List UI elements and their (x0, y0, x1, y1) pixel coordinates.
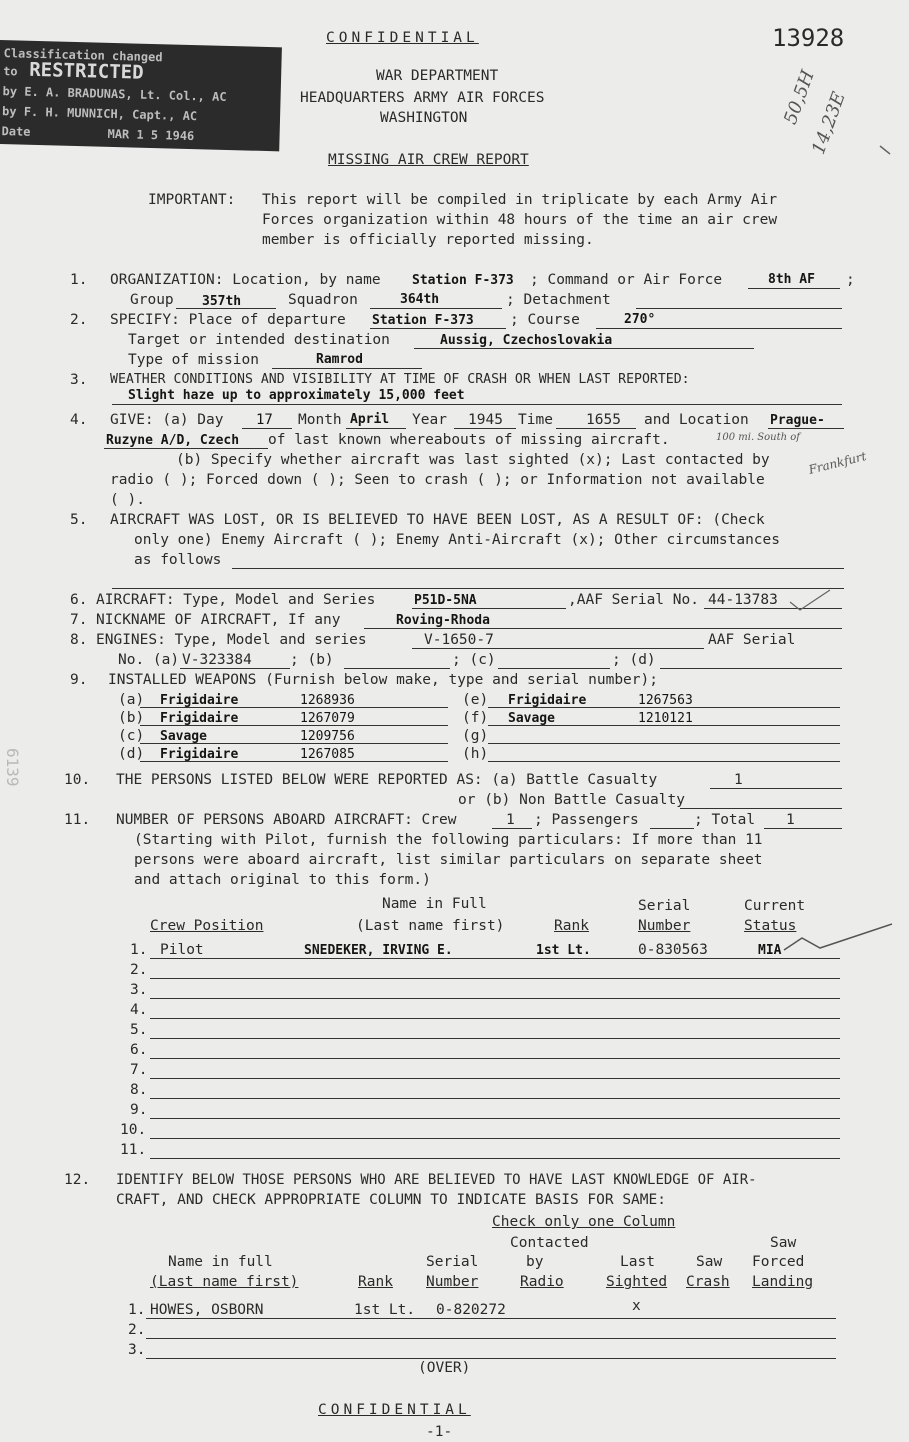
command-label: ; Command or Air Force (530, 272, 723, 288)
witness-name: HOWES, OSBORN (150, 1302, 264, 1318)
engines-label: ENGINES: Type, Model and series (96, 632, 367, 648)
witness-header-serial-2: Number (426, 1274, 479, 1290)
target-line (414, 348, 754, 349)
aircraft-model-line (412, 608, 566, 609)
crew-rank: 1st Lt. (536, 943, 591, 958)
stamp-to-label: to (3, 64, 18, 79)
weapon-make: Frigidaire (160, 747, 239, 762)
handwritten-code-1: 50,5H (780, 67, 819, 128)
witness-header-forced-1: Saw (770, 1235, 797, 1251)
weapon-serial: 1268936 (300, 693, 355, 708)
last-known-text: of last known whereabouts of missing aircraft. (268, 432, 670, 448)
departure-value: Station F-373 (372, 313, 474, 328)
item-9-number: 9. (70, 672, 88, 688)
item-12-number: 12. (64, 1172, 91, 1188)
crew-row-number: 5. (130, 1022, 148, 1038)
stamp-restricted: RESTRICTED (28, 58, 144, 84)
item-4-number: 4. (70, 412, 88, 428)
witness-rank: 1st Lt. (354, 1302, 416, 1318)
crew-header-name-1: Name in Full (382, 896, 487, 912)
declassification-stamp (0, 40, 282, 151)
witness-last-sighted-mark: x (632, 1298, 641, 1314)
engine-b-line (344, 668, 450, 669)
over-note: (OVER) (418, 1360, 471, 1376)
organization-label: ORGANIZATION: Location, by name (110, 272, 381, 288)
battle-casualty-value: 1 (734, 772, 743, 788)
command-line (748, 288, 840, 289)
engine-no-label: No. (a) (118, 652, 180, 668)
page-number: -1- (426, 1424, 453, 1440)
course-label: ; Course (510, 312, 580, 328)
weapon-make: Frigidaire (160, 693, 239, 708)
command-value: 8th AF (768, 272, 815, 287)
specify-label: SPECIFY: Place of departure (110, 312, 346, 328)
witness-row-number: 1. (128, 1302, 146, 1318)
location-value-2: Ruzyne A/D, Czech (106, 433, 240, 448)
time-value: 1655 (586, 412, 621, 428)
month-line (346, 428, 406, 429)
witness-row-number: 2. (128, 1322, 146, 1338)
important-line-3: member is officially reported missing. (262, 232, 594, 248)
total-value: 1 (786, 812, 795, 828)
squadron-value: 364th (400, 292, 440, 307)
crew-row-number: 6. (130, 1042, 148, 1058)
crew-row-line (150, 978, 840, 979)
weapon-line (488, 761, 840, 762)
crew-serial: 0-830563 (638, 942, 708, 958)
detachment-line (636, 308, 842, 309)
important-line-1: This report will be compiled in triplicate by each Army Air (262, 192, 778, 208)
squadron-line (370, 308, 502, 309)
item-12-line-2: CRAFT, AND CHECK APPROPRIATE COLUMN TO INDICATE BASIS FOR SAME: (116, 1192, 666, 1208)
handwritten-note-frankfurt: Frankfurt (807, 449, 868, 477)
circumstances-line-1 (232, 568, 844, 569)
crew-header-serial-1: Serial (638, 898, 691, 914)
important-label: IMPORTANT: (148, 192, 236, 208)
crew-status: MIA (758, 943, 782, 958)
target-label: Target or intended destination (128, 332, 390, 348)
witness-header-name-2: (Last name first) (150, 1274, 299, 1290)
crew-row-line (150, 1018, 840, 1019)
course-value: 270° (624, 312, 656, 327)
item-4d-line: ( ). (110, 492, 145, 508)
item-5-line-1: AIRCRAFT WAS LOST, OR IS BELIEVED TO HAVE BEEN LOST, AS A RESULT OF: (Check (110, 512, 765, 528)
item-11-line-4: and attach original to this form.) (134, 872, 431, 888)
witness-header-saw-2: Crash (686, 1274, 730, 1290)
location-label: and Location (644, 412, 749, 428)
crew-row-line (150, 1138, 840, 1139)
weapon-letter: (f) (462, 710, 489, 726)
weapon-make: Frigidaire (508, 693, 587, 708)
non-battle-label: or (b) Non Battle Casualty (458, 792, 685, 808)
detachment-label: ; Detachment (506, 292, 611, 308)
engine-a-value: V-323384 (182, 652, 252, 668)
crew-header-rank: Rank (554, 918, 589, 934)
item-8-number: 8. (70, 632, 88, 648)
target-value: Aussig, Czechoslovakia (440, 333, 613, 348)
item-4c-line: radio ( ); Forced down ( ); Seen to crash ( ); or Information not available (110, 472, 765, 488)
witness-row-line (146, 1318, 836, 1319)
weapon-letter: (e) (462, 692, 489, 708)
weather-label: WEATHER CONDITIONS AND VISIBILITY AT TIME OF CRASH OR WHEN LAST REPORTED: (110, 372, 690, 387)
handwritten-code-2: 14,23E (808, 89, 850, 158)
item-11-line-3: persons were aboard aircraft, list similar particulars on separate sheet (134, 852, 763, 868)
crew-count: 1 (506, 812, 515, 828)
stamp-line-4: by F. H. MUNNICH, Capt., AC (1, 104, 198, 124)
crew-row-number: 8. (130, 1082, 148, 1098)
checkmark-icon (786, 586, 836, 616)
weapon-line (488, 743, 840, 744)
handwritten-note-location: 100 mi. South of (716, 432, 800, 443)
crew-row-line (150, 1158, 840, 1159)
total-line (764, 828, 842, 829)
engine-d-label: ; (d) (612, 652, 656, 668)
weapon-letter: (h) (462, 746, 489, 762)
time-label: Time (518, 412, 553, 428)
crew-header-status-2: Status (744, 918, 797, 934)
crew-header-name-2: (Last name first) (356, 918, 505, 934)
item-11-line-2: (Starting with Pilot, furnish the following particulars: If more than 11 (134, 832, 763, 848)
witness-header-contacted-2: by (526, 1254, 544, 1270)
weapon-serial: 1267085 (300, 747, 355, 762)
group-value: 357th (202, 294, 242, 309)
engine-serial-label: AAF Serial (708, 632, 796, 648)
witness-row-line (146, 1358, 836, 1359)
crew-header-status-1: Current (744, 898, 806, 914)
circumstances-line-2 (112, 588, 844, 589)
mission-value: Ramrod (316, 352, 363, 367)
document-number: 13928 (772, 24, 845, 52)
weapon-serial: 1267563 (638, 693, 693, 708)
item-2-number: 2. (70, 312, 88, 328)
departure-line (370, 328, 506, 329)
weapon-serial: 1210121 (638, 711, 693, 726)
crew-row-line (150, 998, 840, 999)
month-label: Month (298, 412, 342, 428)
witness-header-serial-1: Serial (426, 1254, 479, 1270)
crew-row-line (150, 1058, 840, 1059)
item-5-number: 5. (70, 512, 88, 528)
organization-location: Station F-373 (412, 273, 514, 288)
item-10-number: 10. (64, 772, 91, 788)
witness-header-last-2: Sighted (606, 1274, 668, 1290)
crew-header-position: Crew Position (150, 918, 264, 934)
weapon-letter: (d) (118, 746, 145, 762)
weapon-serial: 1209756 (300, 729, 355, 744)
witness-header-contacted-1: Contacted (510, 1235, 589, 1251)
witness-row-line (146, 1338, 836, 1339)
location-line-2 (104, 448, 268, 449)
witness-header-name-1: Name in full (168, 1254, 273, 1270)
mission-label: Type of mission (128, 352, 259, 368)
day-line (242, 428, 292, 429)
witness-header-last-1: Last (620, 1254, 655, 1270)
item-12-line-1: IDENTIFY BELOW THOSE PERSONS WHO ARE BELIEVED TO HAVE LAST KNOWLEDGE OF AIR- (116, 1172, 757, 1188)
item-1-end: ; (846, 272, 855, 288)
year-value: 1945 (468, 412, 503, 428)
important-line-2: Forces organization within 48 hours of the time an air crew (262, 212, 778, 228)
crew-row-line (150, 1098, 840, 1099)
passengers-line (650, 828, 694, 829)
crew-row-number: 3. (130, 982, 148, 998)
stamp-line-3: by E. A. BRADUNAS, Lt. Col., AC (2, 84, 227, 104)
crew-position: Pilot (160, 942, 204, 958)
item-1-number: 1. (70, 272, 88, 288)
crew-name: SNEDEKER, IRVING E. (304, 943, 453, 958)
location-value-1: Prague- (770, 413, 825, 428)
aircraft-model: P51D-5NA (414, 593, 477, 608)
witness-serial: 0-820272 (436, 1302, 506, 1318)
non-battle-line (680, 808, 842, 809)
crew-row-line (150, 1078, 840, 1079)
stamp-date: MAR 1 5 1946 (107, 126, 195, 144)
group-label: Group (130, 292, 174, 308)
nickname-value: Roving-Rhoda (396, 613, 490, 628)
crew-row-number: 1. (130, 942, 148, 958)
weapon-letter: (b) (118, 710, 145, 726)
stamp-line-1: Classification changed (3, 46, 163, 65)
give-label: GIVE: (a) Day (110, 412, 224, 428)
aaf-serial-label: ,AAF Serial No. (568, 592, 699, 608)
item-5-line-3: as follows (134, 552, 222, 568)
squadron-label: Squadron (288, 292, 358, 308)
weather-value: Slight haze up to approximately 15,000 feet (128, 388, 465, 403)
weather-line (112, 404, 842, 405)
time-line (556, 428, 636, 429)
confidential-bottom: CONFIDENTIAL (318, 1402, 471, 1418)
engine-line (412, 648, 704, 649)
crew-row-number: 7. (130, 1062, 148, 1078)
course-line (596, 328, 842, 329)
department-line-3: WASHINGTON (380, 110, 468, 126)
engine-value: V-1650-7 (424, 632, 494, 648)
weapon-make: Savage (508, 711, 555, 726)
item-6-number: 6. (70, 592, 88, 608)
witness-header-contacted-3: Radio (520, 1274, 564, 1290)
aaf-serial: 44-13783 (708, 592, 778, 608)
crew-row-number: 11. (120, 1142, 147, 1158)
witness-header-saw-1: Saw (696, 1254, 723, 1270)
battle-casualty-line (710, 788, 842, 789)
department-line-2: HEADQUARTERS ARMY AIR FORCES (300, 90, 545, 106)
witness-header-rank: Rank (358, 1274, 393, 1290)
weapon-letter: (g) (462, 728, 489, 744)
item-11-number: 11. (64, 812, 91, 828)
stamp-date-label: Date (1, 124, 31, 139)
crew-row-line (150, 1038, 840, 1039)
weapons-label: INSTALLED WEAPONS (Furnish below make, type and serial number); (108, 672, 658, 688)
crew-row-number: 4. (130, 1002, 148, 1018)
month-value: April (350, 412, 390, 427)
weapon-make: Frigidaire (160, 711, 239, 726)
witness-header-forced-3: Landing (752, 1274, 814, 1290)
location-line-1 (768, 428, 844, 429)
item-4b-line: (b) Specify whether aircraft was last sighted (x); Last contacted by (176, 452, 770, 468)
item-3-number: 3. (70, 372, 88, 388)
crew-row-line (150, 1118, 840, 1119)
casualty-label: THE PERSONS LISTED BELOW WERE REPORTED AS: (a) Battle Casualty (116, 772, 658, 788)
aircraft-label: AIRCRAFT: Type, Model and Series (96, 592, 376, 608)
nickname-line (364, 628, 842, 629)
weapon-letter: (c) (118, 728, 145, 744)
persons-aboard-label: NUMBER OF PERSONS ABOARD AIRCRAFT: Crew (116, 812, 457, 828)
mission-line (272, 368, 422, 369)
engine-c-line (498, 668, 610, 669)
passengers-label: ; Passengers (534, 812, 639, 828)
crew-count-line (492, 828, 532, 829)
item-5-line-2: only one) Enemy Aircraft ( ); Enemy Anti-Aircraft (x); Other circumstances (134, 532, 781, 548)
year-line (454, 428, 516, 429)
checkmark-icon (780, 920, 900, 960)
weapon-serial: 1267079 (300, 711, 355, 726)
confidential-top: CONFIDENTIAL (326, 30, 479, 46)
crew-row-number: 9. (130, 1102, 148, 1118)
crew-row-line (150, 958, 840, 959)
department-line-1: WAR DEPARTMENT (376, 68, 499, 84)
check-one-column-note: Check only one Column (492, 1214, 676, 1230)
item-7-number: 7. (70, 612, 88, 628)
engine-b-label: ; (b) (290, 652, 334, 668)
witness-row-number: 3. (128, 1342, 146, 1358)
year-label: Year (412, 412, 447, 428)
weapon-letter: (a) (118, 692, 145, 708)
engine-d-line (660, 668, 842, 669)
check-tick-icon (876, 140, 896, 160)
nickname-label: NICKNAME OF AIRCRAFT, If any (96, 612, 341, 628)
crew-header-serial-2: Number (638, 918, 691, 934)
day-value: 17 (256, 412, 273, 428)
report-title: MISSING AIR CREW REPORT (328, 152, 529, 168)
margin-mark: 6139 (3, 748, 22, 787)
engine-c-label: ; (c) (452, 652, 496, 668)
total-label: ; Total (694, 812, 756, 828)
weapon-make: Savage (160, 729, 207, 744)
witness-header-forced-2: Forced (752, 1254, 805, 1270)
engine-a-line (180, 668, 290, 669)
crew-row-number: 2. (130, 962, 148, 978)
crew-row-number: 10. (120, 1122, 147, 1138)
